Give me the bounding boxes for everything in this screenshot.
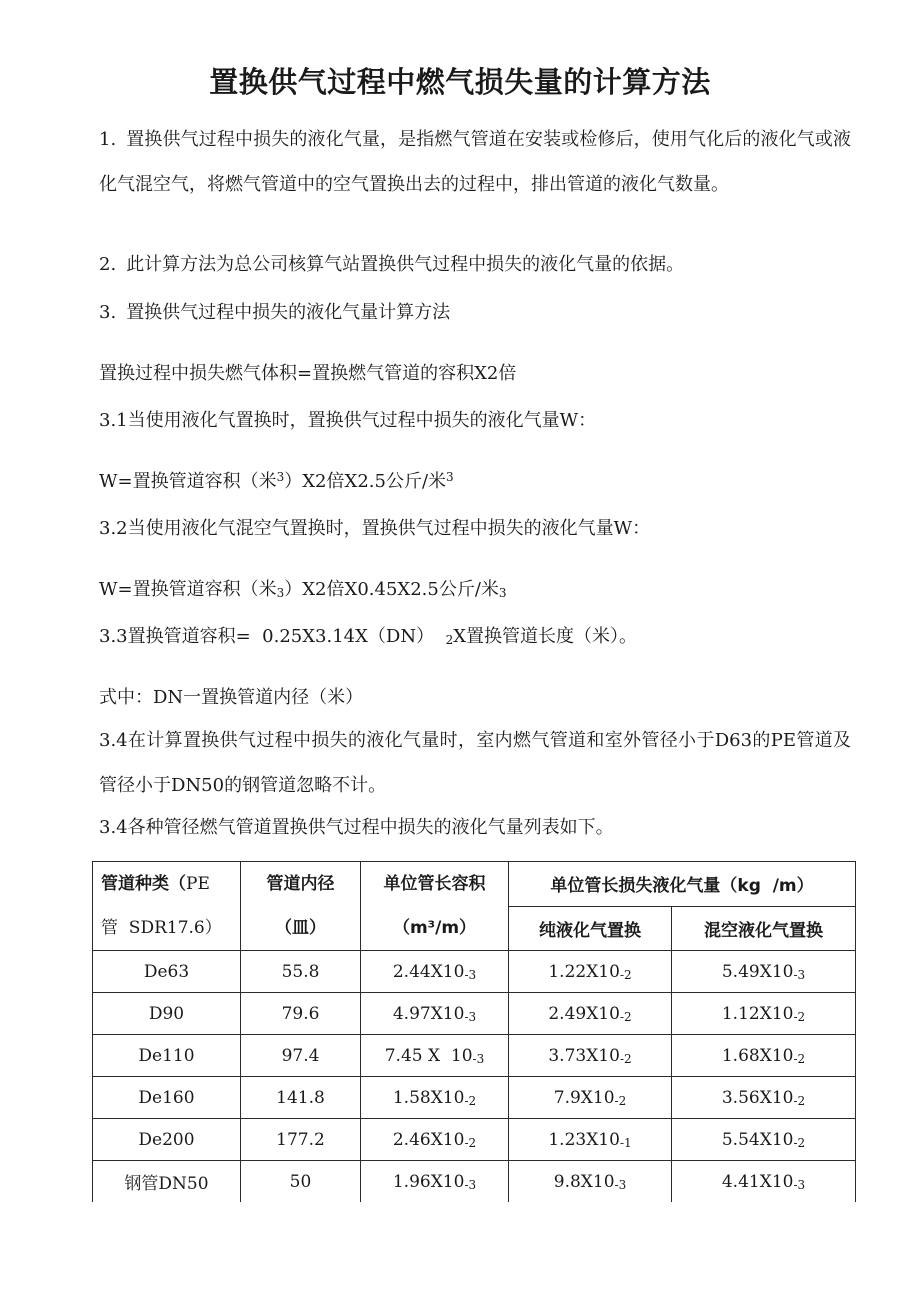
cell-mixed-loss-exp: -2 [793,1135,806,1150]
formula-3-2-sub-1: 3 [276,586,285,600]
header-pipe-type [93,862,241,951]
header-pipe-type-line2: 管 SDR17.6） [101,918,222,938]
cell-mixed-loss-exp: -2 [793,1009,806,1024]
cell-mixed-loss [672,1035,856,1077]
gas-loss-table [92,861,856,1202]
cell-mixed-loss-base: 3.56X10 [721,1087,794,1108]
paragraph-1-number: 1. [99,129,117,150]
cell-inner-diameter: 141.8 [241,1077,361,1119]
cell-mixed-loss-exp: -2 [793,1093,806,1108]
cell-unit-volume [361,1119,509,1161]
cell-mixed-loss [672,951,856,993]
table-row [93,1077,856,1119]
cell-unit-volume [361,951,509,993]
header-pipe-type-line1: 管道种类（ [101,874,186,894]
cell-pure-loss-exp: -3 [614,1177,627,1192]
section-3-2: 3.2当使用液化气混空气置换时，置换供气过程中损失的液化气量W： [99,518,651,539]
cell-inner-diameter: 97.4 [241,1035,361,1077]
cell-pipe-type: 钢管DN50 [93,1161,241,1203]
cell-mixed-loss [672,1119,856,1161]
page-title: 置换供气过程中燃气损失量的计算方法 [209,65,711,99]
formula-3-2-part-b: ）X2倍X0.45X2.5公斤/米 [284,579,499,600]
cell-unit-volume-base: 1.58X10 [392,1087,465,1108]
section-3-3-part-b: X置换管道长度（米）。 [453,626,638,647]
cell-pipe-type: D90 [93,993,241,1035]
cell-mixed-loss-base: 5.54X10 [721,1129,794,1150]
cell-pipe-type: De63 [93,951,241,993]
cell-unit-volume [361,1161,509,1203]
header-unit-volume-line1: 单位管长容积 [383,874,486,894]
cell-pure-loss [509,993,672,1035]
cell-unit-volume-exp: -3 [472,1051,485,1066]
formula-legend: 式中：DN一置换管道内径（米） [99,687,364,708]
formula-3-1 [99,459,454,504]
section-3-1: 3.1当使用液化气置换时，置换供气过程中损失的液化气量W： [99,410,597,431]
cell-pure-loss-exp: -2 [619,1009,632,1024]
cell-mixed-loss-exp: -3 [793,1177,806,1192]
cell-pure-loss-base: 7.9X10 [553,1087,615,1108]
cell-mixed-loss-base: 5.49X10 [721,961,794,982]
cell-pipe-type: De110 [93,1035,241,1077]
section-3-3 [99,614,637,659]
paragraph-2 [99,242,684,287]
cell-unit-volume-exp: -3 [464,1009,477,1024]
header-inner-diameter [241,862,361,951]
table-header-row-1 [93,862,856,907]
cell-unit-volume [361,1035,509,1077]
formula-3-1-part-b: ）X2倍X2.5公斤/米 [284,471,447,492]
cell-unit-volume [361,993,509,1035]
formula-3-1-part-a: W=置换管道容积（米 [99,471,277,492]
cell-pure-loss [509,951,672,993]
cell-pure-loss-base: 1.23X10 [548,1129,620,1150]
formula-3-1-sup-1: 3 [276,470,285,484]
cell-unit-volume-base: 2.46X10 [392,1129,465,1150]
table-row [93,1161,856,1203]
paragraph-3 [99,290,450,335]
cell-mixed-loss-base: 1.68X10 [721,1045,794,1066]
cell-unit-volume-base: 4.97X10 [392,1003,465,1024]
section-3-3-sub: 2 [445,633,454,647]
cell-unit-volume-base: 2.44X10 [392,961,465,982]
cell-pipe-type: De200 [93,1119,241,1161]
cell-inner-diameter: 79.6 [241,993,361,1035]
header-pipe-type-line1-tail: PE [186,874,210,894]
cell-pure-loss [509,1161,672,1203]
cell-mixed-loss-exp: -2 [793,1051,806,1066]
header-unit-volume-line2: （m³/m） [392,918,477,938]
section-3-4-note: 3.4在计算置换供气过程中损失的液化气量时，室内燃气管道和室外管径小于D63的PE管道及管径小于DN50的钢管道忽略不计。 [99,730,851,796]
cell-unit-volume-base: 7.45 X 10 [384,1045,473,1066]
paragraph-2-number: 2. [99,254,117,275]
header-pure-lpg: 纯液化气置换 [509,906,672,951]
cell-unit-volume-exp: -3 [464,1177,477,1192]
table-row [93,951,856,993]
cell-inner-diameter: 177.2 [241,1119,361,1161]
header-unit-volume [361,862,509,951]
cell-pure-loss-base: 3.73X10 [548,1045,620,1066]
cell-pure-loss-base: 1.22X10 [548,961,620,982]
section-3-4-table-intro: 3.4各种管径燃气管道置换供气过程中损失的液化气量列表如下。 [99,817,614,838]
header-inner-diameter-line1: 管道内径 [266,874,335,894]
table-row [93,1035,856,1077]
table-row [93,993,856,1035]
cell-mixed-loss [672,993,856,1035]
cell-unit-volume-exp: -3 [464,967,477,982]
cell-unit-volume-exp: -2 [464,1093,477,1108]
cell-inner-diameter: 50 [241,1161,361,1203]
cell-unit-volume-exp: -2 [464,1135,477,1150]
cell-pure-loss-exp: -1 [619,1135,632,1150]
cell-pure-loss-exp: -2 [614,1093,627,1108]
paragraph-3-text: 置换供气过程中损失的液化气量计算方法 [126,302,451,323]
cell-pure-loss [509,1077,672,1119]
cell-pure-loss [509,1035,672,1077]
formula-3-1-sup-2: 3 [446,470,454,484]
cell-inner-diameter: 55.8 [241,951,361,993]
formula-3-2 [99,567,507,612]
header-inner-diameter-line2: （皿） [275,918,326,938]
cell-pipe-type: De160 [93,1077,241,1119]
cell-mixed-loss-base: 1.12X10 [721,1003,794,1024]
header-mixed-lpg: 混空液化气置换 [672,906,856,951]
cell-pure-loss [509,1119,672,1161]
cell-pure-loss-base: 2.49X10 [548,1003,620,1024]
cell-pure-loss-base: 9.8X10 [553,1171,615,1192]
cell-mixed-loss [672,1077,856,1119]
paragraph-2-text: 此计算方法为总公司核算气站置换供气过程中损失的液化气量的依据。 [126,254,685,275]
formula-3-2-part-a: W=置换管道容积（米 [99,579,277,600]
cell-unit-volume-base: 1.96X10 [392,1171,465,1192]
volume-formula-line: 置换过程中损失燃气体积=置换燃气管道的容积X2倍 [99,363,517,384]
cell-mixed-loss-base: 4.41X10 [721,1171,794,1192]
header-loss-group: 单位管长损失液化气量（kg /m） [509,862,856,907]
paragraph-1 [99,117,851,207]
formula-3-2-sub-2: 3 [498,586,507,600]
cell-unit-volume [361,1077,509,1119]
table-row [93,1119,856,1161]
cell-mixed-loss-exp: -3 [793,967,806,982]
paragraph-3-number: 3. [99,302,117,323]
section-3-3-part-a: 3.3置换管道容积= 0.25X3.14X（DN） [99,626,446,647]
paragraph-1-text: 置换供气过程中损失的液化气量，是指燃气管道在安装或检修后，使用气化后的液化气或液化气混空气，将燃气管道中的空气置换出去的过程中，排出管道的液化气数量。 [99,129,851,195]
cell-mixed-loss [672,1161,856,1203]
cell-pure-loss-exp: -2 [619,1051,632,1066]
cell-pure-loss-exp: -2 [619,967,632,982]
